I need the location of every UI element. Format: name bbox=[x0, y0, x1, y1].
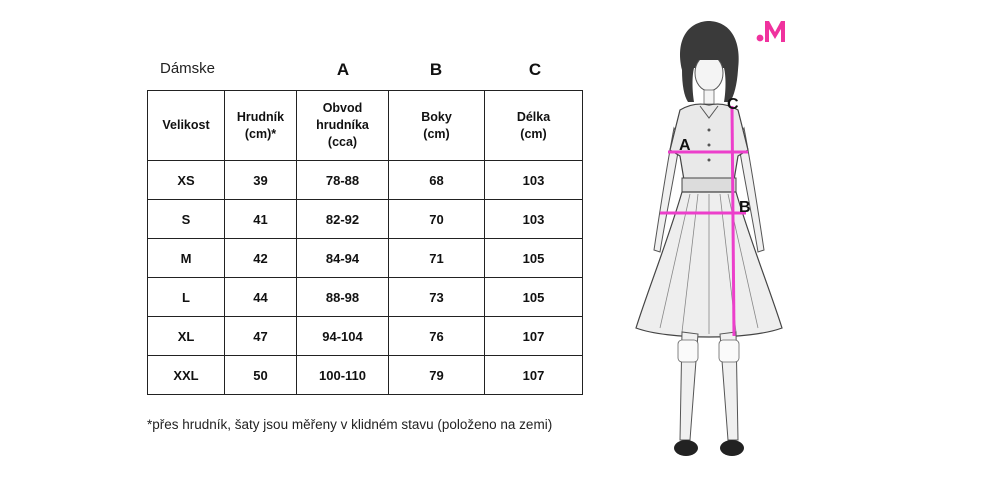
cell-hips: 68 bbox=[389, 161, 485, 200]
footnote: *přes hrudník, šaty jsou měřeny v klidném stavu (položeno na zemi) bbox=[147, 417, 553, 432]
cell-chest: 39 bbox=[225, 161, 297, 200]
cell-circumference: 100-110 bbox=[297, 356, 389, 395]
cell-size: M bbox=[148, 239, 225, 278]
cell-size: XXL bbox=[148, 356, 225, 395]
figure-label-c: C bbox=[727, 96, 739, 113]
measure-line-c bbox=[732, 106, 734, 336]
header-chest: Hrudník (cm)* bbox=[225, 91, 297, 161]
header-length: Délka (cm) bbox=[485, 91, 583, 161]
cell-length: 105 bbox=[485, 239, 583, 278]
cell-size: S bbox=[148, 200, 225, 239]
figure-label-a: A bbox=[679, 137, 691, 154]
table-row bbox=[148, 200, 583, 239]
cell-length: 107 bbox=[485, 356, 583, 395]
table-row bbox=[148, 278, 583, 317]
header-circumference: Obvod hrudníka (cca) bbox=[297, 91, 389, 161]
cell-length: 103 bbox=[485, 200, 583, 239]
table-row bbox=[148, 317, 583, 356]
header-size: Velikost bbox=[148, 91, 225, 161]
cell-hips: 70 bbox=[389, 200, 485, 239]
cell-hips: 79 bbox=[389, 356, 485, 395]
cell-chest: 42 bbox=[225, 239, 297, 278]
table-row bbox=[148, 356, 583, 395]
cell-size: XS bbox=[148, 161, 225, 200]
header-hips: Boky (cm) bbox=[389, 91, 485, 161]
cell-chest: 47 bbox=[225, 317, 297, 356]
cell-hips: 76 bbox=[389, 317, 485, 356]
cell-circumference: 88-98 bbox=[297, 278, 389, 317]
cell-circumference: 94-104 bbox=[297, 317, 389, 356]
cell-size: L bbox=[148, 278, 225, 317]
table-row bbox=[148, 161, 583, 200]
cell-chest: 41 bbox=[225, 200, 297, 239]
cell-hips: 71 bbox=[389, 239, 485, 278]
column-letter-c: C bbox=[528, 60, 542, 79]
column-letter-b: B bbox=[429, 60, 443, 79]
cell-length: 103 bbox=[485, 161, 583, 200]
cell-size: XL bbox=[148, 317, 225, 356]
header-row bbox=[148, 91, 583, 161]
cell-length: 105 bbox=[485, 278, 583, 317]
column-letter-a: A bbox=[336, 60, 350, 79]
cell-circumference: 82-92 bbox=[297, 200, 389, 239]
table-row bbox=[148, 239, 583, 278]
cell-chest: 50 bbox=[225, 356, 297, 395]
size-table bbox=[147, 90, 583, 395]
chart-title: Dámske bbox=[160, 60, 216, 77]
dress-figure-illustration bbox=[620, 10, 795, 475]
cell-circumference: 78-88 bbox=[297, 161, 389, 200]
cell-chest: 44 bbox=[225, 278, 297, 317]
cell-circumference: 84-94 bbox=[297, 239, 389, 278]
figure-label-b: B bbox=[739, 199, 751, 216]
cell-hips: 73 bbox=[389, 278, 485, 317]
cell-length: 107 bbox=[485, 317, 583, 356]
